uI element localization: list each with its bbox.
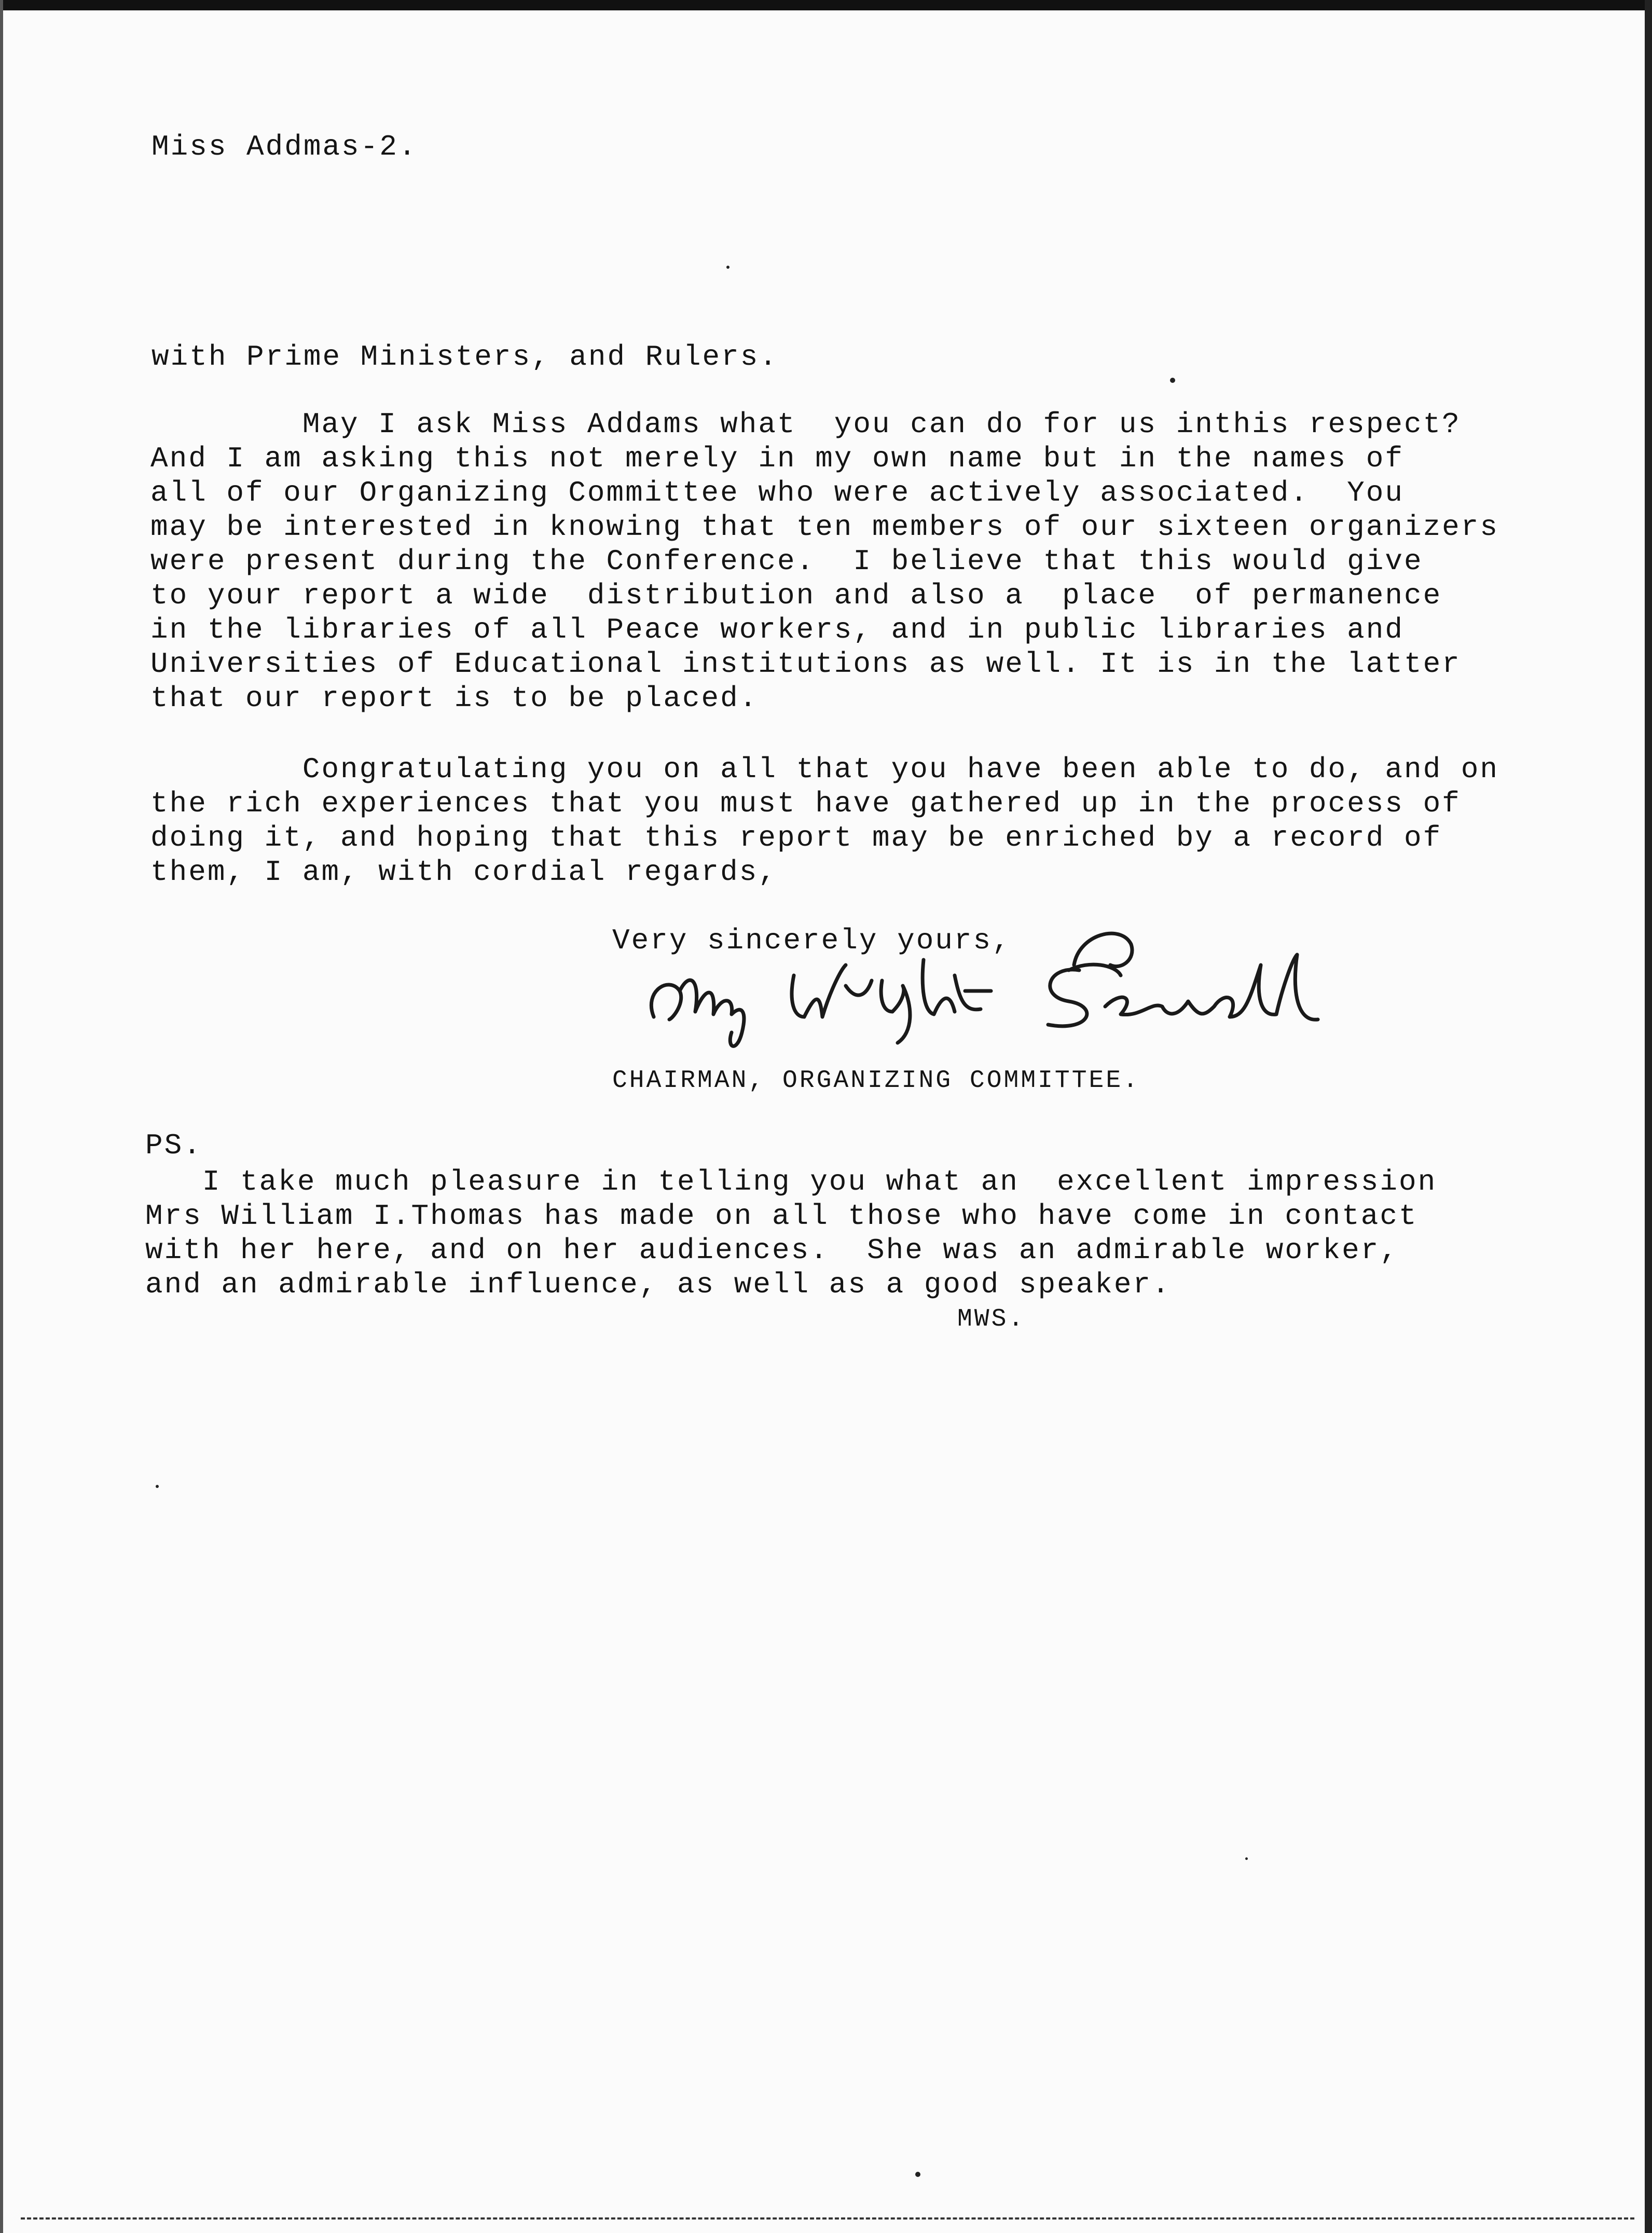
paragraph-2-line: doing it, and hoping that this report may be enriched by a record of [150,821,1442,854]
paragraph-1-line: were present during the Conference. I believe that this would give [150,545,1423,578]
postscript-line: and an admirable influence, as well as a good speaker. [145,1268,1171,1301]
paragraph-1-line: May I ask Miss Addams what you can do for us inthis respect? [150,408,1461,441]
scan-edge-bottom [21,2217,1634,2220]
paragraph-2-line: Congratulating you on all that you have been able to do, and on [150,753,1499,786]
paragraph-1-line: Universities of Educational institutions as well. It is in the latter [150,647,1461,681]
paragraph-2 [150,752,1499,889]
scan-speck [156,1485,159,1488]
postscript-label: PS. [145,1129,202,1162]
postscript-body [145,1165,1437,1302]
opening-line: with Prime Ministers, and Rulers. [152,340,778,374]
paragraph-1-line: to your report a wide distribution and also a place of permanence [150,579,1442,612]
scan-edge-top [0,0,1652,10]
scan-speck [915,2172,920,2177]
paragraph-2-line: them, I am, with cordial regards, [150,856,777,889]
signer-initials: MWS. [957,1305,1026,1333]
postscript-line: with her here, and on her audiences. She was an admirable worker, [145,1234,1399,1267]
postscript-line: I take much pleasure in telling you what an excellent impression [145,1165,1437,1198]
scan-speck [1170,378,1175,383]
postscript-line: Mrs William I.Thomas has made on all those who have come in contact [145,1200,1418,1233]
handwritten-signature [623,913,1349,1069]
page-header: Miss Addmas-2. [152,130,418,163]
paragraph-1-line: that our report is to be placed. [150,682,759,715]
paragraph-2-line: the rich experiences that you must have gathered up in the process of [150,787,1461,820]
signer-title: CHAIRMAN, ORGANIZING COMMITTEE. [612,1067,1140,1095]
scan-edge-right [1645,0,1652,2233]
paragraph-1-line: in the libraries of all Peace workers, and in public libraries and [150,613,1404,646]
paragraph-1 [150,407,1499,715]
scan-edge-left [0,0,3,2233]
paragraph-1-line: all of our Organizing Committee who were actively associated. You [150,476,1404,509]
paragraph-1-line: And I am asking this not merely in my own name but in the names of [150,442,1404,475]
scan-speck [1245,1857,1248,1860]
paragraph-1-line: may be interested in knowing that ten members of our sixteen organizers [150,511,1499,544]
scan-speck [726,266,729,269]
closing-salutation: Very sincerely yours, [612,924,1011,957]
